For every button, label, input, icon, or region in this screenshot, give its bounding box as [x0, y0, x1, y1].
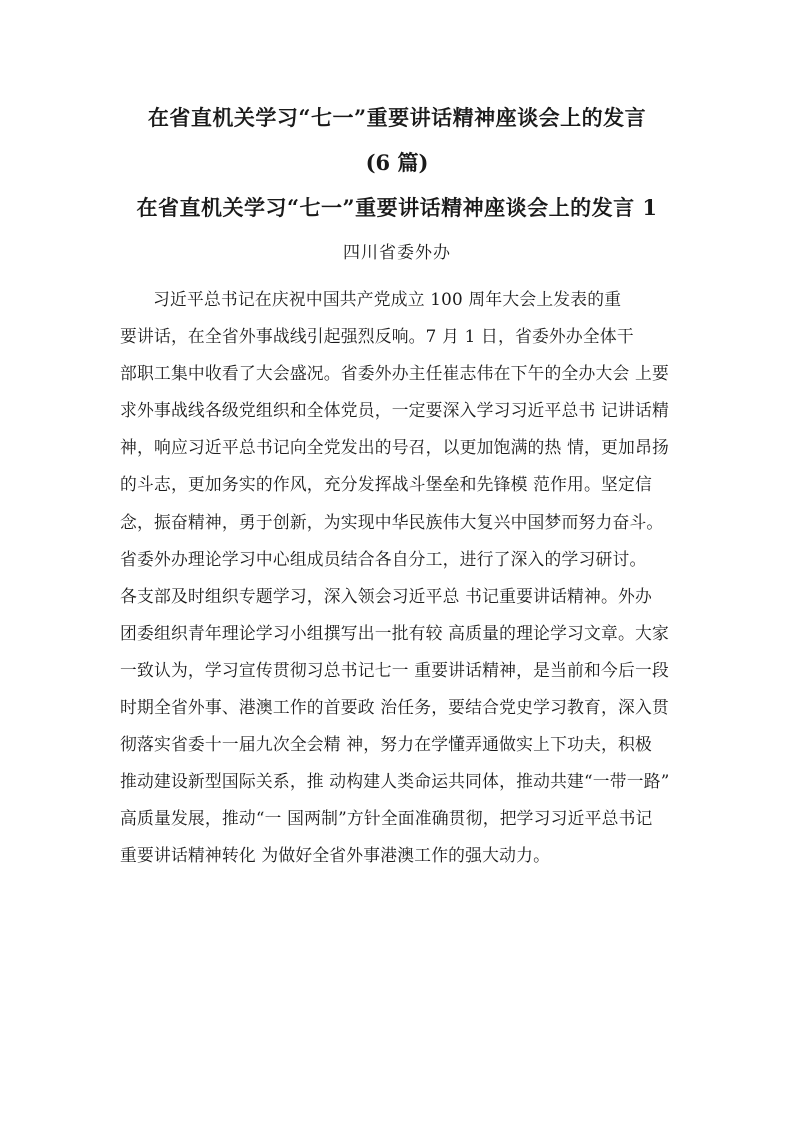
- body-line: 重要讲话精神转化 为做好全省外事港澳工作的强大动力。: [120, 845, 551, 866]
- body-line: 部职工集中收看了大会盛况。省委外办主任崔志伟在下午的全办大会 上要: [120, 363, 669, 384]
- author-line: 四川省委外办: [343, 243, 451, 263]
- body-line: 一致认为，学习宣传贯彻习总书记七一 重要讲话精神，是当前和今后一段: [120, 659, 669, 680]
- body-line: 推动建设新型国际关系，推 动构建人类命运共同体，推动共建“一带一路”: [120, 771, 670, 792]
- body-line: 彻落实省委十一届九次全会精 神，努力在学懂弄通做实上下功夫，积极: [120, 734, 652, 755]
- body-line: 的斗志，更加务实的作风，充分发挥战斗堡垒和先锋模 范作用。坚定信: [120, 474, 652, 495]
- body-text: [120, 281, 700, 875]
- body-line: 念，振奋精神，勇于创新，为实现中华民族伟大复兴中国梦而努力奋斗。: [120, 511, 664, 532]
- body-line: 习近平总书记在庆祝中国共产党成立 100 周年大会上发表的重: [153, 289, 622, 309]
- body-line: 神，响应习近平总书记向全党发出的号召，以更加饱满的热 情，更加昂扬: [120, 437, 669, 458]
- body-line: 省委外办理论学习中心组成员结合各自分工，进行了深入的学习研讨。: [120, 548, 647, 569]
- body-line: 求外事战线各级党组织和全体党员，一定要深入学习习近平总书 记讲话精: [120, 400, 669, 421]
- body-line: 各支部及时组织专题学习，深入领会习近平总 书记重要讲话精神。外办: [120, 585, 652, 606]
- body-line: 团委组织青年理论学习小组撰写出一批有较 高质量的理论学习文章。大家: [120, 622, 669, 643]
- document-count: (6 篇): [365, 150, 429, 175]
- body-line: 时期全省外事、港澳工作的首要政 治任务，要结合党史学习教育，深入贯: [120, 697, 669, 718]
- document-title: 在省直机关学习“七一”重要讲话精神座谈会上的发言: [147, 105, 647, 130]
- body-line: 高质量发展，推动“一 国两制”方针全面准确贯彻，把学习习近平总书记: [120, 808, 653, 829]
- body-line: 要讲话，在全省外事战线引起强烈反响。7 月 1 日，省委外办全体干: [120, 326, 634, 347]
- section-title: 在省直机关学习“七一”重要讲话精神座谈会上的发言 1: [136, 195, 658, 220]
